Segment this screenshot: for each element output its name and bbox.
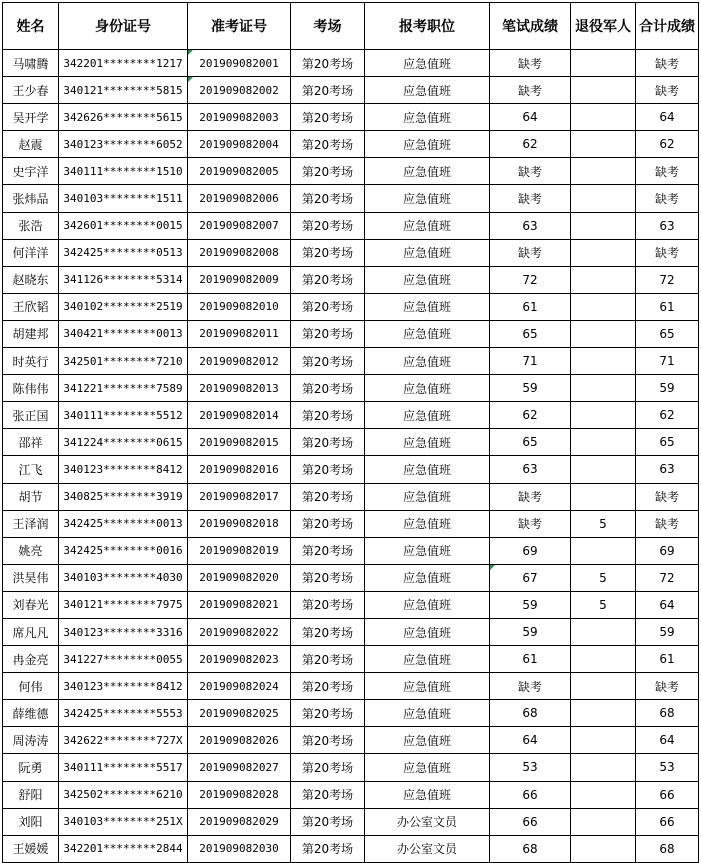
cell-exam-room: 第20考场 <box>291 537 365 564</box>
cell-written-score: 72 <box>490 266 571 293</box>
cell-exam-room: 第20考场 <box>291 429 365 456</box>
cell-position: 应急值班 <box>365 50 490 77</box>
cell-id-number: 340121********5815 <box>59 77 188 104</box>
cell-exam-ticket: 201909082020 <box>188 564 291 591</box>
cell-exam-ticket: 201909082013 <box>188 375 291 402</box>
cell-id-number: 340123********6052 <box>59 131 188 158</box>
cell-veteran <box>571 212 636 239</box>
cell-written-score: 62 <box>490 131 571 158</box>
table-row <box>3 77 699 104</box>
cell-exam-ticket: 201909082001 <box>188 50 291 77</box>
cell-name: 张正国 <box>3 402 59 429</box>
cell-total-score: 69 <box>636 537 699 564</box>
cell-position: 办公室文员 <box>365 808 490 835</box>
header-row <box>3 3 699 50</box>
cell-exam-room: 第20考场 <box>291 212 365 239</box>
cell-exam-ticket: 201909082006 <box>188 185 291 212</box>
cell-exam-room: 第20考场 <box>291 564 365 591</box>
cell-position: 应急值班 <box>365 537 490 564</box>
cell-id-number: 342425********5553 <box>59 700 188 727</box>
cell-exam-room: 第20考场 <box>291 673 365 700</box>
cell-exam-room: 第20考场 <box>291 320 365 347</box>
cell-exam-ticket: 201909082021 <box>188 591 291 618</box>
cell-total-score: 62 <box>636 131 699 158</box>
table-row <box>3 320 699 347</box>
cell-veteran <box>571 754 636 781</box>
cell-written-score: 65 <box>490 429 571 456</box>
cell-exam-ticket: 201909082002 <box>188 77 291 104</box>
cell-exam-ticket: 201909082010 <box>188 293 291 320</box>
cell-name: 赵晓东 <box>3 266 59 293</box>
cell-written-score: 61 <box>490 293 571 320</box>
cell-position: 应急值班 <box>365 131 490 158</box>
cell-position: 应急值班 <box>365 781 490 808</box>
cell-position: 应急值班 <box>365 77 490 104</box>
cell-exam-ticket: 201909082030 <box>188 835 291 862</box>
cell-exam-ticket: 201909082028 <box>188 781 291 808</box>
cell-total-score: 64 <box>636 727 699 754</box>
cell-total-score: 65 <box>636 429 699 456</box>
header-veteran: 退役军人 <box>571 3 636 50</box>
cell-exam-room: 第20考场 <box>291 781 365 808</box>
cell-veteran <box>571 781 636 808</box>
cell-id-number: 342425********0016 <box>59 537 188 564</box>
cell-exam-room: 第20考场 <box>291 50 365 77</box>
cell-total-score: 缺考 <box>636 510 699 537</box>
cell-exam-ticket: 201909082008 <box>188 239 291 266</box>
cell-veteran <box>571 618 636 645</box>
cell-exam-ticket: 201909082016 <box>188 456 291 483</box>
cell-exam-room: 第20考场 <box>291 618 365 645</box>
cell-position: 应急值班 <box>365 456 490 483</box>
table-row <box>3 673 699 700</box>
cell-name: 王欣韬 <box>3 293 59 320</box>
cell-exam-room: 第20考场 <box>291 727 365 754</box>
table-row <box>3 564 699 591</box>
cell-veteran <box>571 348 636 375</box>
header-position: 报考职位 <box>365 3 490 50</box>
cell-id-number: 341227********0055 <box>59 646 188 673</box>
cell-exam-ticket: 201909082011 <box>188 320 291 347</box>
cell-name: 时英行 <box>3 348 59 375</box>
cell-total-score: 缺考 <box>636 185 699 212</box>
cell-exam-ticket: 201909082004 <box>188 131 291 158</box>
cell-position: 应急值班 <box>365 293 490 320</box>
cell-id-number: 340102********2519 <box>59 293 188 320</box>
cell-written-score: 71 <box>490 348 571 375</box>
cell-position: 应急值班 <box>365 483 490 510</box>
cell-veteran <box>571 646 636 673</box>
table-row <box>3 348 699 375</box>
cell-position: 应急值班 <box>365 727 490 754</box>
cell-name: 张炜品 <box>3 185 59 212</box>
cell-veteran <box>571 673 636 700</box>
cell-id-number: 342601********0015 <box>59 212 188 239</box>
cell-exam-room: 第20考场 <box>291 483 365 510</box>
cell-veteran <box>571 77 636 104</box>
cell-id-number: 340123********8412 <box>59 673 188 700</box>
cell-id-number: 342626********5615 <box>59 104 188 131</box>
cell-exam-ticket: 201909082029 <box>188 808 291 835</box>
cell-written-score: 64 <box>490 727 571 754</box>
table-row <box>3 456 699 483</box>
cell-written-score: 66 <box>490 808 571 835</box>
cell-written-score: 66 <box>490 781 571 808</box>
table-row <box>3 727 699 754</box>
table-row <box>3 781 699 808</box>
cell-veteran <box>571 835 636 862</box>
cell-exam-room: 第20考场 <box>291 700 365 727</box>
cell-total-score: 64 <box>636 591 699 618</box>
cell-exam-ticket: 201909082017 <box>188 483 291 510</box>
cell-name: 姚亮 <box>3 537 59 564</box>
table-row <box>3 591 699 618</box>
cell-veteran <box>571 320 636 347</box>
cell-veteran <box>571 239 636 266</box>
score-table <box>2 2 699 863</box>
cell-name: 席凡凡 <box>3 618 59 645</box>
cell-veteran <box>571 104 636 131</box>
cell-position: 应急值班 <box>365 402 490 429</box>
cell-total-score: 缺考 <box>636 483 699 510</box>
cell-exam-ticket: 201909082019 <box>188 537 291 564</box>
cell-exam-ticket: 201909082022 <box>188 618 291 645</box>
cell-total-score: 61 <box>636 646 699 673</box>
cell-name: 赵震 <box>3 131 59 158</box>
cell-position: 应急值班 <box>365 212 490 239</box>
cell-exam-ticket: 201909082018 <box>188 510 291 537</box>
cell-exam-ticket: 201909082009 <box>188 266 291 293</box>
cell-veteran: 5 <box>571 564 636 591</box>
cell-name: 刘阳 <box>3 808 59 835</box>
cell-total-score: 64 <box>636 104 699 131</box>
cell-position: 应急值班 <box>365 185 490 212</box>
cell-veteran <box>571 185 636 212</box>
cell-written-score: 65 <box>490 320 571 347</box>
table-row <box>3 239 699 266</box>
cell-exam-room: 第20考场 <box>291 402 365 429</box>
cell-veteran <box>571 131 636 158</box>
cell-total-score: 72 <box>636 266 699 293</box>
table-row <box>3 835 699 862</box>
cell-id-number: 340123********8412 <box>59 456 188 483</box>
cell-written-score: 缺考 <box>490 673 571 700</box>
cell-position: 应急值班 <box>365 320 490 347</box>
cell-name: 王媛媛 <box>3 835 59 862</box>
cell-name: 胡节 <box>3 483 59 510</box>
cell-total-score: 缺考 <box>636 673 699 700</box>
cell-id-number: 340123********3316 <box>59 618 188 645</box>
cell-name: 史宇洋 <box>3 158 59 185</box>
header-exam-ticket: 准考证号 <box>188 3 291 50</box>
cell-exam-ticket: 201909082026 <box>188 727 291 754</box>
cell-exam-ticket: 201909082014 <box>188 402 291 429</box>
cell-name: 薛维德 <box>3 700 59 727</box>
cell-name: 张浩 <box>3 212 59 239</box>
table-row <box>3 646 699 673</box>
cell-written-score: 53 <box>490 754 571 781</box>
cell-id-number: 340103********4030 <box>59 564 188 591</box>
cell-total-score: 59 <box>636 375 699 402</box>
cell-written-score: 63 <box>490 456 571 483</box>
cell-name: 何洋洋 <box>3 239 59 266</box>
cell-exam-ticket: 201909082025 <box>188 700 291 727</box>
cell-total-score: 66 <box>636 808 699 835</box>
cell-veteran <box>571 293 636 320</box>
table-row <box>3 158 699 185</box>
cell-exam-ticket: 201909082024 <box>188 673 291 700</box>
cell-id-number: 341221********7589 <box>59 375 188 402</box>
header-total-score: 合计成绩 <box>636 3 699 50</box>
cell-exam-ticket: 201909082003 <box>188 104 291 131</box>
cell-id-number: 342622********727X <box>59 727 188 754</box>
cell-position: 应急值班 <box>365 591 490 618</box>
cell-exam-room: 第20考场 <box>291 835 365 862</box>
cell-total-score: 63 <box>636 212 699 239</box>
cell-id-number: 342425********0013 <box>59 510 188 537</box>
cell-total-score: 缺考 <box>636 158 699 185</box>
table-row <box>3 293 699 320</box>
cell-position: 应急值班 <box>365 158 490 185</box>
cell-total-score: 71 <box>636 348 699 375</box>
cell-exam-room: 第20考场 <box>291 348 365 375</box>
cell-name: 洪昊伟 <box>3 564 59 591</box>
table-row <box>3 131 699 158</box>
cell-position: 应急值班 <box>365 700 490 727</box>
cell-veteran <box>571 727 636 754</box>
cell-id-number: 340121********7975 <box>59 591 188 618</box>
header-written-score: 笔试成绩 <box>490 3 571 50</box>
cell-total-score: 缺考 <box>636 77 699 104</box>
cell-exam-room: 第20考场 <box>291 375 365 402</box>
table-row <box>3 754 699 781</box>
cell-exam-room: 第20考场 <box>291 104 365 131</box>
cell-position: 办公室文员 <box>365 835 490 862</box>
table-row <box>3 50 699 77</box>
cell-exam-room: 第20考场 <box>291 239 365 266</box>
cell-name: 江飞 <box>3 456 59 483</box>
cell-written-score: 67 <box>490 564 571 591</box>
cell-id-number: 342201********2844 <box>59 835 188 862</box>
cell-name: 何伟 <box>3 673 59 700</box>
cell-written-score: 59 <box>490 618 571 645</box>
cell-exam-room: 第20考场 <box>291 77 365 104</box>
cell-written-score: 69 <box>490 537 571 564</box>
cell-position: 应急值班 <box>365 266 490 293</box>
cell-total-score: 68 <box>636 835 699 862</box>
cell-total-score: 缺考 <box>636 239 699 266</box>
cell-written-score: 缺考 <box>490 510 571 537</box>
cell-name: 吴开学 <box>3 104 59 131</box>
table-row <box>3 212 699 239</box>
cell-exam-ticket: 201909082007 <box>188 212 291 239</box>
cell-name: 刘春光 <box>3 591 59 618</box>
cell-name: 冉金亮 <box>3 646 59 673</box>
cell-written-score: 64 <box>490 104 571 131</box>
cell-name: 阮勇 <box>3 754 59 781</box>
cell-exam-ticket: 201909082005 <box>188 158 291 185</box>
cell-exam-room: 第20考场 <box>291 185 365 212</box>
cell-id-number: 342501********7210 <box>59 348 188 375</box>
cell-id-number: 342425********0513 <box>59 239 188 266</box>
cell-position: 应急值班 <box>365 429 490 456</box>
cell-veteran: 5 <box>571 510 636 537</box>
cell-veteran <box>571 402 636 429</box>
cell-name: 马啸腾 <box>3 50 59 77</box>
cell-id-number: 340103********251X <box>59 808 188 835</box>
cell-id-number: 340111********5512 <box>59 402 188 429</box>
cell-total-score: 59 <box>636 618 699 645</box>
cell-position: 应急值班 <box>365 673 490 700</box>
cell-id-number: 340111********5517 <box>59 754 188 781</box>
cell-veteran <box>571 483 636 510</box>
cell-written-score: 68 <box>490 835 571 862</box>
cell-written-score: 59 <box>490 375 571 402</box>
cell-exam-room: 第20考场 <box>291 510 365 537</box>
cell-total-score: 缺考 <box>636 50 699 77</box>
cell-exam-room: 第20考场 <box>291 646 365 673</box>
cell-written-score: 缺考 <box>490 158 571 185</box>
table-row <box>3 537 699 564</box>
cell-exam-ticket: 201909082012 <box>188 348 291 375</box>
cell-veteran <box>571 537 636 564</box>
cell-written-score: 68 <box>490 700 571 727</box>
cell-written-score: 缺考 <box>490 50 571 77</box>
cell-name: 舒阳 <box>3 781 59 808</box>
cell-total-score: 63 <box>636 456 699 483</box>
cell-position: 应急值班 <box>365 754 490 781</box>
cell-id-number: 340111********1510 <box>59 158 188 185</box>
cell-written-score: 62 <box>490 402 571 429</box>
cell-total-score: 65 <box>636 320 699 347</box>
cell-written-score: 缺考 <box>490 483 571 510</box>
cell-written-score: 63 <box>490 212 571 239</box>
cell-exam-ticket: 201909082023 <box>188 646 291 673</box>
cell-veteran <box>571 158 636 185</box>
table-row <box>3 429 699 456</box>
cell-name: 胡建邦 <box>3 320 59 347</box>
cell-veteran <box>571 266 636 293</box>
cell-exam-room: 第20考场 <box>291 293 365 320</box>
cell-veteran <box>571 375 636 402</box>
cell-written-score: 缺考 <box>490 185 571 212</box>
cell-veteran <box>571 456 636 483</box>
cell-written-score: 缺考 <box>490 77 571 104</box>
cell-total-score: 72 <box>636 564 699 591</box>
cell-total-score: 53 <box>636 754 699 781</box>
cell-exam-room: 第20考场 <box>291 591 365 618</box>
header-exam-room: 考场 <box>291 3 365 50</box>
table-body <box>3 50 699 863</box>
cell-name: 王泽润 <box>3 510 59 537</box>
cell-id-number: 342502********6210 <box>59 781 188 808</box>
cell-written-score: 61 <box>490 646 571 673</box>
cell-position: 应急值班 <box>365 104 490 131</box>
cell-exam-room: 第20考场 <box>291 808 365 835</box>
cell-exam-room: 第20考场 <box>291 131 365 158</box>
cell-id-number: 342201********1217 <box>59 50 188 77</box>
cell-position: 应急值班 <box>365 646 490 673</box>
header-id-number: 身份证号 <box>59 3 188 50</box>
cell-total-score: 62 <box>636 402 699 429</box>
cell-veteran: 5 <box>571 591 636 618</box>
cell-position: 应急值班 <box>365 510 490 537</box>
cell-veteran <box>571 700 636 727</box>
table-row <box>3 266 699 293</box>
cell-id-number: 340421********0013 <box>59 320 188 347</box>
cell-exam-ticket: 201909082015 <box>188 429 291 456</box>
cell-name: 邵祥 <box>3 429 59 456</box>
table-row <box>3 700 699 727</box>
cell-position: 应急值班 <box>365 564 490 591</box>
cell-id-number: 340103********1511 <box>59 185 188 212</box>
cell-id-number: 341126********5314 <box>59 266 188 293</box>
cell-written-score: 缺考 <box>490 239 571 266</box>
table-row <box>3 510 699 537</box>
cell-name: 王少春 <box>3 77 59 104</box>
cell-veteran <box>571 808 636 835</box>
table-row <box>3 483 699 510</box>
table-row <box>3 808 699 835</box>
table-row <box>3 618 699 645</box>
cell-name: 周涛涛 <box>3 727 59 754</box>
cell-total-score: 61 <box>636 293 699 320</box>
cell-veteran <box>571 50 636 77</box>
cell-position: 应急值班 <box>365 239 490 266</box>
cell-position: 应急值班 <box>365 348 490 375</box>
table-row <box>3 185 699 212</box>
header-name: 姓名 <box>3 3 59 50</box>
cell-exam-room: 第20考场 <box>291 266 365 293</box>
cell-veteran <box>571 429 636 456</box>
cell-id-number: 341224********0615 <box>59 429 188 456</box>
cell-id-number: 340825********3919 <box>59 483 188 510</box>
table-row <box>3 104 699 131</box>
cell-exam-room: 第20考场 <box>291 456 365 483</box>
cell-written-score: 59 <box>490 591 571 618</box>
table-row <box>3 375 699 402</box>
cell-exam-room: 第20考场 <box>291 754 365 781</box>
cell-name: 陈伟伟 <box>3 375 59 402</box>
cell-total-score: 68 <box>636 700 699 727</box>
cell-exam-room: 第20考场 <box>291 158 365 185</box>
cell-position: 应急值班 <box>365 618 490 645</box>
cell-position: 应急值班 <box>365 375 490 402</box>
table-row <box>3 402 699 429</box>
cell-exam-ticket: 201909082027 <box>188 754 291 781</box>
cell-total-score: 66 <box>636 781 699 808</box>
